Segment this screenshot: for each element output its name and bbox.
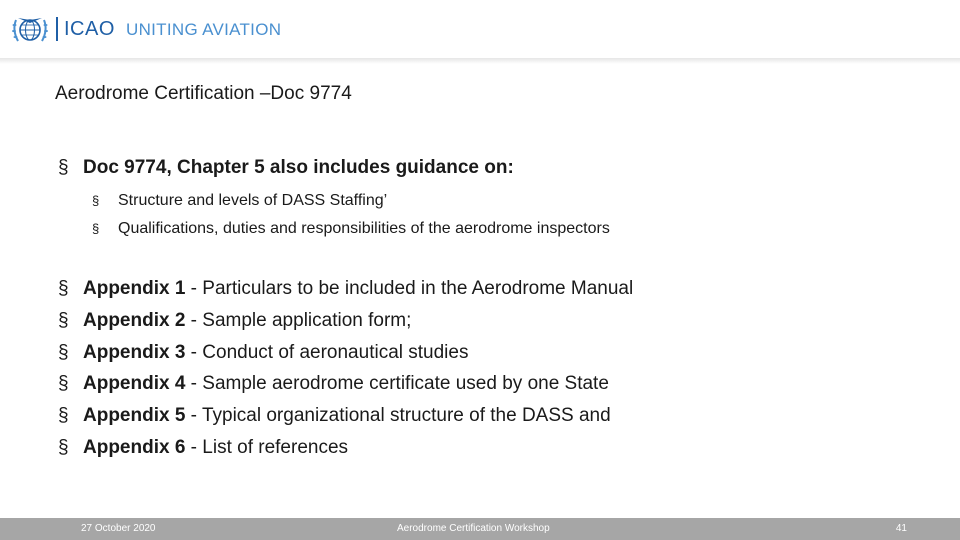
footer-event-title: Aerodrome Certification Workshop: [397, 523, 550, 534]
bullet-icon: §: [58, 341, 69, 363]
sub-point-text: Structure and levels of DASS Staffing’: [118, 192, 388, 209]
appendix-label: Appendix 5: [83, 405, 186, 427]
list-item: [92, 215, 610, 243]
bullet-icon: §: [58, 405, 69, 427]
list-item: [58, 273, 633, 305]
list-item: [58, 337, 633, 369]
bullet-icon: §: [92, 193, 100, 208]
icao-emblem-icon: [10, 10, 50, 48]
appendix-text: - List of references: [185, 436, 349, 458]
appendix-label: Appendix 6: [83, 436, 186, 458]
brand-name: ICAO: [64, 18, 115, 40]
appendix-label: Appendix 4: [83, 373, 186, 395]
page-number: 41: [895, 523, 907, 534]
bullet-icon: §: [58, 373, 69, 395]
main-bullet-list: [58, 156, 514, 180]
list-item: [58, 432, 633, 464]
brand-tagline: UNITING AVIATION: [126, 20, 282, 39]
appendix-label: Appendix 3: [83, 341, 186, 363]
appendix-label: Appendix 2: [83, 309, 186, 331]
bullet-icon: §: [58, 157, 69, 178]
bullet-icon: §: [58, 436, 69, 458]
bullet-icon: §: [58, 309, 69, 331]
sub-bullet-list: [92, 187, 610, 243]
list-item: [92, 187, 610, 215]
main-point-text: Doc 9774, Chapter 5 also includes guidance on:: [83, 157, 514, 178]
list-item: [58, 156, 514, 180]
slide-footer: [0, 518, 960, 540]
brand-divider: [56, 17, 58, 41]
list-item: [58, 400, 633, 432]
footer-date: 27 October 2020: [81, 523, 156, 534]
list-item: [58, 305, 633, 337]
sub-point-text: Qualifications, duties and responsibilities of the aerodrome inspectors: [118, 220, 610, 237]
appendix-text: - Sample application form;: [185, 309, 412, 331]
bullet-icon: §: [58, 278, 69, 299]
slide-header: [0, 0, 960, 58]
appendix-text: - Particulars to be included in the Aerodrome Manual: [185, 278, 634, 299]
slide-title: Aerodrome Certification –Doc 9774: [55, 83, 352, 104]
list-item: [58, 368, 633, 400]
appendix-label: Appendix 1: [83, 278, 186, 299]
appendix-text: - Conduct of aeronautical studies: [185, 341, 469, 363]
header-shadow: [0, 58, 960, 64]
appendix-list: [58, 273, 633, 464]
appendix-text: - Typical organizational structure of the DASS and: [185, 405, 611, 427]
bullet-icon: §: [92, 221, 100, 236]
appendix-text: - Sample aerodrome certificate used by one State: [185, 373, 609, 395]
